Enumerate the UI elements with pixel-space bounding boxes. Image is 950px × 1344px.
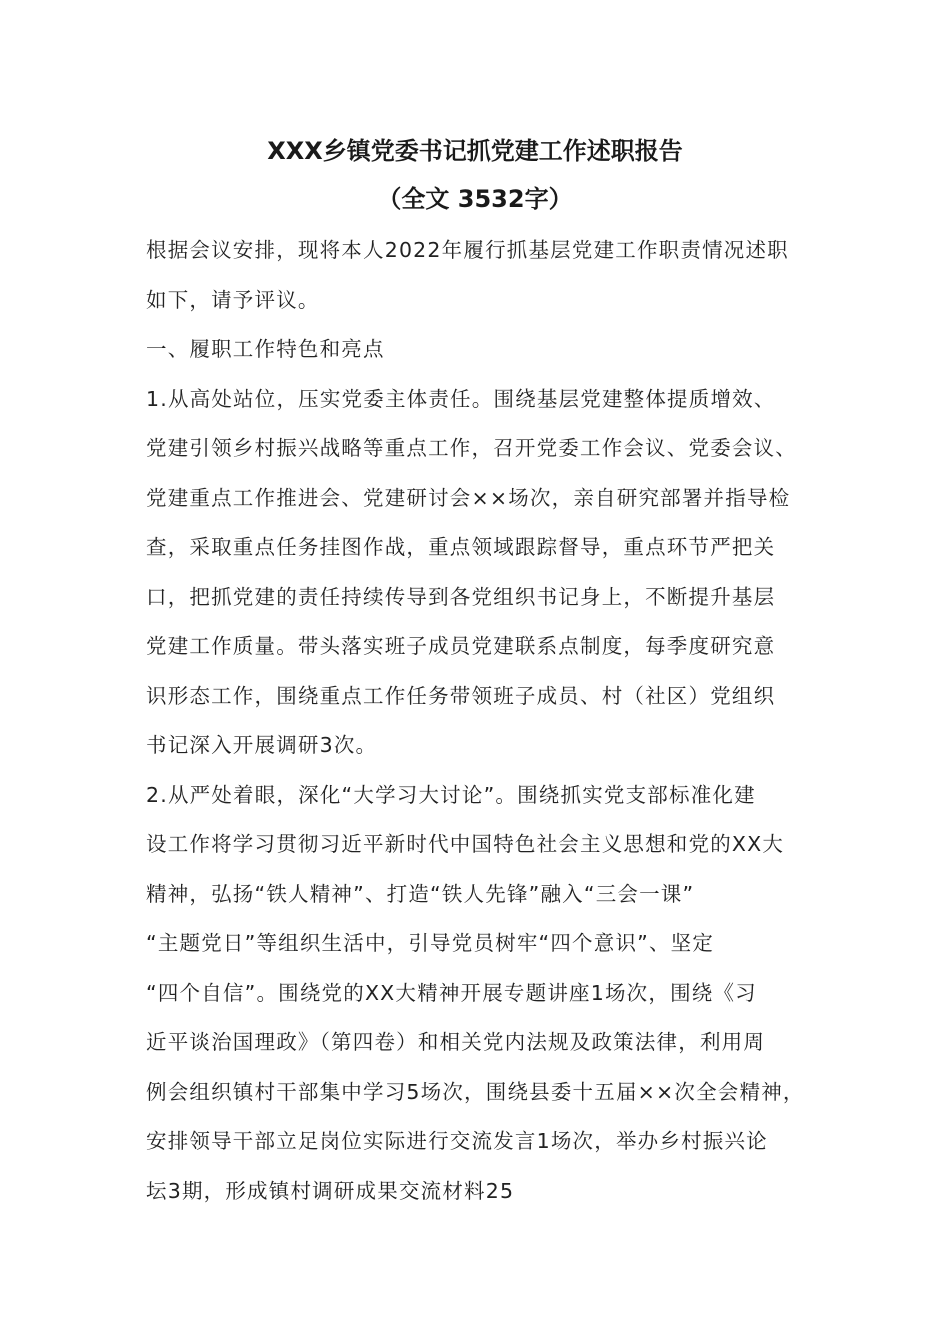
body-line: “主题党日”等组织生活中，引导党员树牢“四个意识”、坚定 [146,931,715,955]
document-body [146,226,816,1216]
body-line: 书记深入开展调研3次。 [146,733,378,757]
body-line: 1.从高处站位，压实党委主体责任。围绕基层党建整体提质增效、 [146,386,776,411]
body-line: 查，采取重点任务挂图作战，重点领域跟踪督导，重点环节严把关 [146,535,776,559]
body-line: 安排领导干部立足岗位实际进行交流发言1场次，举办乡村振兴论 [146,1129,768,1153]
body-line: 党建工作质量。带头落实班子成员党建联系点制度，每季度研究意 [146,634,776,658]
body-line: 党建引领乡村振兴战略等重点工作，召开党委工作会议、党委会议、 [146,436,797,460]
body-line: 党建重点工作推进会、党建研讨会××场次，亲自研究部署并指导检 [146,485,791,510]
body-line: 如下，请予评议。 [146,287,320,312]
body-line: 精神，弘扬“铁人精神”、打造“铁人先锋”融入“三会一课” [146,881,695,906]
body-line: 坛3期，形成镇村调研成果交流材料25 [146,1178,515,1203]
body-line: 识形态工作，围绕重点工作任务带领班子成员、村（社区）党组织 [146,683,776,708]
section-heading: 一、履职工作特色和亮点 [146,337,385,361]
body-line: 例会组织镇村干部集中学习5场次，围绕县委十五届××次全会精神， [146,1079,805,1104]
body-line: 近平谈治国理政》（第四卷）和相关党内法规及政策法律，利用周 [146,1030,766,1054]
document-subtitle: （全文 3532字） [377,185,573,213]
document-title: XXX乡镇党委书记抓党建工作述职报告 [267,137,683,165]
body-line: 2.从严处着眼，深化“大学习大讨论”。围绕抓实党支部标准化建 [146,782,756,807]
body-line: 根据会议安排，现将本人2022年履行抓基层党建工作职责情况述职 [146,238,789,262]
body-line: 口，把抓党建的责任持续传导到各党组织书记身上，不断提升基层 [146,584,776,609]
body-line: 设工作将学习贯彻习近平新时代中国特色社会主义思想和党的XX大 [146,832,785,856]
body-line: “四个自信”。围绕党的XX大精神开展专题讲座1场次，围绕《习 [146,980,757,1005]
